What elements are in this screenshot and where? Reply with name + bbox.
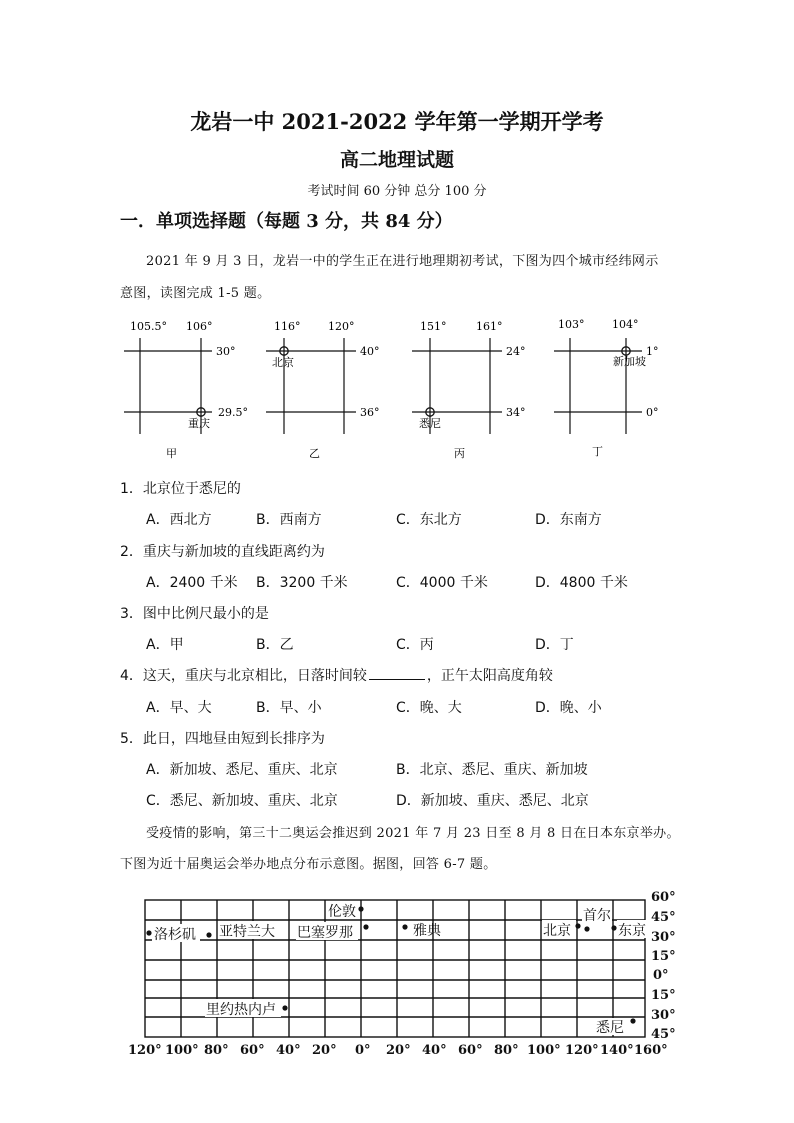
city-sydney: 悉尼 <box>596 1020 624 1036</box>
q5-option-d: D．新加坡、重庆、悉尼、北京 <box>396 793 589 809</box>
q5-option-a: A．新加坡、悉尼、重庆、北京 <box>146 762 338 778</box>
question-1: 1．北京位于悉尼的 <box>120 481 241 497</box>
grid-ding-lon-left: 103° <box>558 318 585 331</box>
question-3: 3．图中比例尺最小的是 <box>120 606 269 622</box>
grid-bing-lon-left: 151° <box>420 320 447 333</box>
grid-jia-lat-top: 30° <box>216 345 236 358</box>
intro-line-2: 意图，读图完成 1-5 题。 <box>120 286 271 301</box>
q3-option-d: D．丁 <box>535 637 574 653</box>
grid-yi-label: 乙 <box>309 447 320 460</box>
q2-option-d: D．4800 千米 <box>535 575 628 591</box>
grid-jia-lat-bottom: 29.5° <box>218 406 248 419</box>
question-2: 2．重庆与新加坡的直线距离约为 <box>120 544 325 560</box>
q2-option-b: B．3200 千米 <box>256 575 348 591</box>
lat-label: 30° <box>651 930 676 945</box>
lon-label: 0° <box>355 1043 371 1058</box>
grid-ding-lat-top: 1° <box>646 345 659 358</box>
question-4-part-a: 4．这天，重庆与北京相比，日落时间较 <box>120 668 367 684</box>
olympics-intro-line-1: 受疫情的影响，第三十二奥运会推迟到 2021 年 7 月 23 日至 8 月 8 日在日本东京举办。 <box>146 826 680 841</box>
question-5: 5．此日，四地昼由短到长排序为 <box>120 731 325 747</box>
lat-label: 45° <box>651 1027 676 1042</box>
intro-line-1: 2021 年 9 月 3 日，龙岩一中的学生正在进行地理期初考试，下图为四个城市经纬网示 <box>146 254 659 269</box>
city-atlanta: 亚特兰大 <box>219 924 275 940</box>
city-london: 伦敦 <box>328 904 356 920</box>
section-heading: 一．单项选择题（每题 3 分，共 84 分） <box>120 211 453 232</box>
grid-jia-lon-right: 106° <box>186 320 213 333</box>
grid-jia-city: 重庆 <box>188 417 210 430</box>
lon-label: 60° <box>240 1043 265 1058</box>
grid-ding-city: 新加坡 <box>613 355 646 368</box>
grid-bing-lat-top: 24° <box>506 345 526 358</box>
q3-option-b: B．乙 <box>256 637 294 653</box>
grid-map-yi <box>266 320 380 460</box>
lon-label: 100° <box>527 1043 561 1058</box>
grid-bing-label: 丙 <box>454 447 465 460</box>
grid-ding-lon-right: 104° <box>612 318 639 331</box>
q4-option-b: B．早、小 <box>256 700 322 716</box>
lon-label: 20° <box>386 1043 411 1058</box>
lon-label: 80° <box>204 1043 229 1058</box>
grid-yi-lat-bottom: 36° <box>360 406 380 419</box>
grid-map-ding <box>554 318 659 458</box>
city-rio: 里约热内卢 <box>206 1002 276 1018</box>
grid-map-bing <box>412 320 526 460</box>
olympics-location-map <box>0 880 794 1060</box>
lon-label: 80° <box>494 1043 519 1058</box>
q1-option-d: D．东南方 <box>535 512 602 528</box>
q1-option-b: B．西南方 <box>256 512 322 528</box>
lat-label: 15° <box>651 949 676 964</box>
lon-label: 140° <box>600 1043 634 1058</box>
grid-yi-lon-left: 116° <box>274 320 301 333</box>
lat-label: 45° <box>651 910 676 925</box>
grid-bing-lat-bottom: 34° <box>506 406 526 419</box>
q1-option-c: C．东北方 <box>396 512 462 528</box>
city-athens: 雅典 <box>413 923 441 939</box>
grid-yi-lat-top: 40° <box>360 345 380 358</box>
lon-label: 120° <box>565 1043 599 1058</box>
grid-bing-city: 悉尼 <box>419 417 441 430</box>
grid-yi-city: 北京 <box>272 356 294 369</box>
lat-label: 30° <box>651 1008 676 1023</box>
city-tokyo: 东京 <box>618 923 646 939</box>
answer-blank <box>369 667 425 680</box>
lat-label: 60° <box>651 890 676 905</box>
grid-ding-label: 丁 <box>592 445 603 458</box>
lat-lon-grid-figure <box>0 310 794 460</box>
olympics-intro-line-2: 下图为近十届奥运会举办地点分布示意图。据图，回答 6-7 题。 <box>120 857 497 872</box>
grid-jia-label: 甲 <box>166 447 177 460</box>
exam-subtitle: 高二地理试题 <box>339 149 454 171</box>
question-4-part-b: ，正午太阳高度角较 <box>426 668 553 684</box>
lon-label: 120° <box>128 1043 162 1058</box>
lon-label: 160° <box>634 1043 668 1058</box>
lat-label: 0° <box>653 968 669 983</box>
grid-ding-lat-bottom: 0° <box>646 406 659 419</box>
q5-option-c: C．悉尼、新加坡、重庆、北京 <box>146 793 338 809</box>
city-beijing: 北京 <box>543 923 571 939</box>
exam-time-info: 考试时间 60 分钟 总分 100 分 <box>307 184 487 199</box>
lon-label: 40° <box>276 1043 301 1058</box>
grid-jia-lon-left: 105.5° <box>130 320 167 333</box>
lat-label: 15° <box>651 988 676 1003</box>
city-los-angeles: 洛杉矶 <box>154 927 196 943</box>
q2-option-c: C．4000 千米 <box>396 575 488 591</box>
lon-label: 20° <box>312 1043 337 1058</box>
q1-option-a: A．西北方 <box>146 512 212 528</box>
q3-option-c: C．丙 <box>396 637 434 653</box>
q4-option-d: D．晚、小 <box>535 700 602 716</box>
grid-bing-lon-right: 161° <box>476 320 503 333</box>
question-4 <box>120 665 553 685</box>
lon-label: 40° <box>422 1043 447 1058</box>
q2-option-a: A．2400 千米 <box>146 575 238 591</box>
grid-yi-lon-right: 120° <box>328 320 355 333</box>
city-seoul: 首尔 <box>583 908 611 924</box>
q4-option-c: C．晚、大 <box>396 700 462 716</box>
q3-option-a: A．甲 <box>146 637 184 653</box>
lon-label: 60° <box>458 1043 483 1058</box>
grid-map-jia <box>124 320 248 460</box>
q4-option-a: A．早、大 <box>146 700 212 716</box>
lon-label: 100° <box>165 1043 199 1058</box>
exam-title: 龙岩一中 2021-2022 学年第一学期开学考 <box>190 109 604 134</box>
city-barcelona: 巴塞罗那 <box>297 925 353 941</box>
q5-option-b: B．北京、悉尼、重庆、新加坡 <box>396 762 588 778</box>
